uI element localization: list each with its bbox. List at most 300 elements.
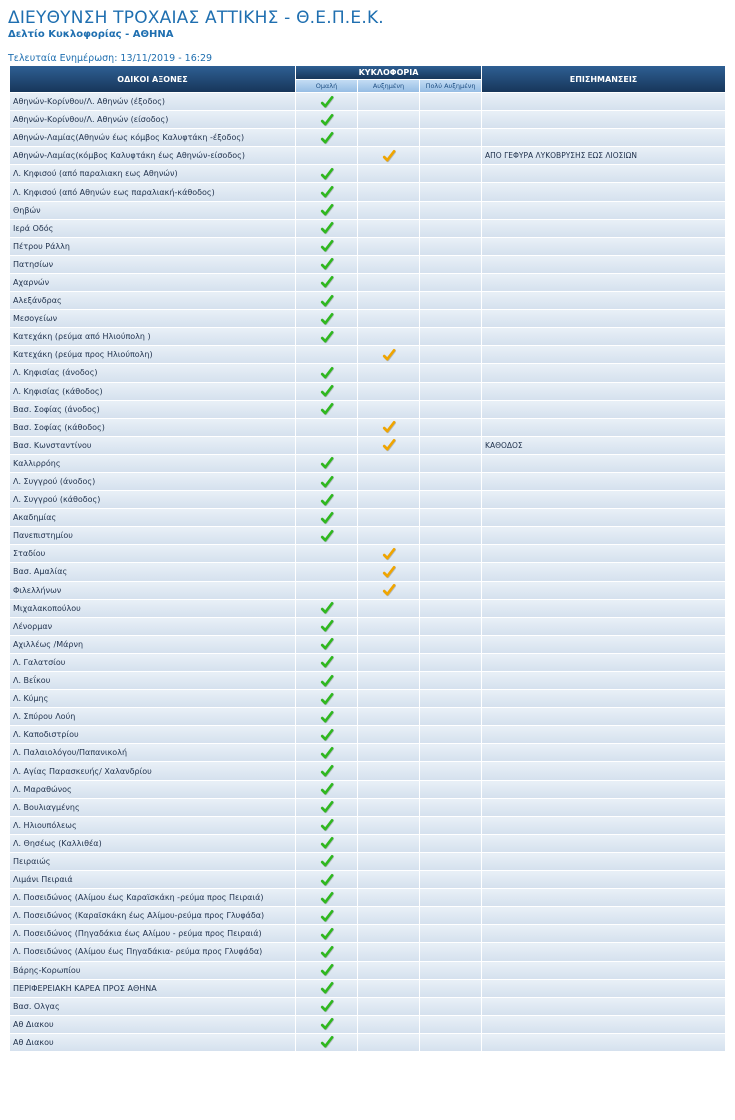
table-row — [10, 183, 725, 200]
road-note — [482, 364, 725, 381]
status-cell-very-increased — [420, 256, 481, 273]
road-name: Λ. Συγγρού (κάθοδος) — [10, 491, 295, 508]
table-row — [10, 654, 725, 671]
road-name: Φιλελλήνων — [10, 582, 295, 599]
road-note — [482, 165, 725, 182]
column-header-traffic: ΚΥΚΛΟΦΟΡΙΑ — [296, 66, 481, 79]
table-row — [10, 726, 725, 743]
road-name: Κατεχάκη (ρεύμα προς Ηλιούπολη) — [10, 346, 295, 363]
status-cell-normal — [296, 690, 357, 707]
green-check-icon — [320, 167, 334, 181]
status-cell-normal — [296, 401, 357, 418]
table-row — [10, 871, 725, 888]
status-cell-increased — [358, 545, 419, 562]
table-row — [10, 545, 725, 562]
road-name: Ακαδημίας — [10, 509, 295, 526]
status-cell-very-increased — [420, 799, 481, 816]
road-name: Αχιλλέως /Μάρνη — [10, 636, 295, 653]
green-check-icon — [320, 818, 334, 832]
status-cell-very-increased — [420, 220, 481, 237]
status-cell-very-increased — [420, 889, 481, 906]
road-name: Βασ. Αμαλίας — [10, 563, 295, 580]
road-name: Λ. Κηφισίας (άνοδος) — [10, 364, 295, 381]
status-cell-normal — [296, 582, 357, 599]
status-cell-normal — [296, 274, 357, 291]
status-cell-very-increased — [420, 582, 481, 599]
status-cell-very-increased — [420, 962, 481, 979]
status-cell-normal — [296, 871, 357, 888]
table-row — [10, 310, 725, 327]
status-cell-normal — [296, 437, 357, 454]
status-cell-normal — [296, 292, 357, 309]
road-name: Λ. Θησέως (Καλλιθέα) — [10, 835, 295, 852]
status-cell-increased — [358, 346, 419, 363]
status-cell-increased — [358, 111, 419, 128]
road-name: Λ. Ποσειδώνος (Πηγαδάκια έως Αλίμου - ρεύμα προς Πειραιά) — [10, 925, 295, 942]
table-row — [10, 491, 725, 508]
table-row — [10, 853, 725, 870]
green-check-icon — [320, 655, 334, 669]
road-name: Λ. Συγγρού (άνοδος) — [10, 473, 295, 490]
status-cell-increased — [358, 925, 419, 942]
status-cell-increased — [358, 455, 419, 472]
road-note — [482, 527, 725, 544]
status-cell-very-increased — [420, 545, 481, 562]
road-note — [482, 129, 725, 146]
status-cell-normal — [296, 672, 357, 689]
road-name: Λ. Παλαιολόγου/Παπανικολή — [10, 744, 295, 761]
status-cell-increased — [358, 1034, 419, 1051]
green-check-icon — [320, 366, 334, 380]
road-name: Μιχαλακοπούλου — [10, 600, 295, 617]
status-cell-normal — [296, 364, 357, 381]
table-row — [10, 980, 725, 997]
green-check-icon — [320, 601, 334, 615]
road-note — [482, 383, 725, 400]
status-cell-very-increased — [420, 835, 481, 852]
status-cell-increased — [358, 708, 419, 725]
road-note — [482, 563, 725, 580]
road-name: Αλεξάνδρας — [10, 292, 295, 309]
road-note: ΚΑΘΟΔΟΣ — [482, 437, 725, 454]
status-cell-normal — [296, 256, 357, 273]
status-cell-very-increased — [420, 781, 481, 798]
status-cell-very-increased — [420, 907, 481, 924]
status-cell-very-increased — [420, 925, 481, 942]
table-row — [10, 600, 725, 617]
status-cell-very-increased — [420, 509, 481, 526]
road-name: Λ. Ποσειδώνος (Αλίμου έως Πηγαδάκια- ρεύμα προς Γλυφάδα) — [10, 943, 295, 960]
green-check-icon — [320, 113, 334, 127]
road-note — [482, 889, 725, 906]
status-cell-increased — [358, 328, 419, 345]
table-row — [10, 998, 725, 1015]
status-cell-increased — [358, 238, 419, 255]
road-name: Πανεπιστημίου — [10, 527, 295, 544]
road-note — [482, 799, 725, 816]
status-cell-normal — [296, 799, 357, 816]
status-cell-normal — [296, 853, 357, 870]
orange-check-icon — [382, 420, 396, 434]
status-cell-increased — [358, 509, 419, 526]
green-check-icon — [320, 529, 334, 543]
road-name: Αθηνών-Κορίνθου/Λ. Αθηνών (έξοδος) — [10, 93, 295, 110]
status-cell-normal — [296, 835, 357, 852]
road-note — [482, 726, 725, 743]
green-check-icon — [320, 674, 334, 688]
table-row — [10, 618, 725, 635]
status-cell-normal — [296, 419, 357, 436]
status-cell-increased — [358, 527, 419, 544]
road-note — [482, 545, 725, 562]
road-name: Αθ Διακου — [10, 1034, 295, 1051]
status-cell-very-increased — [420, 111, 481, 128]
status-cell-very-increased — [420, 563, 481, 580]
table-row — [10, 925, 725, 942]
orange-check-icon — [382, 149, 396, 163]
status-cell-very-increased — [420, 1034, 481, 1051]
green-check-icon — [320, 692, 334, 706]
status-cell-increased — [358, 618, 419, 635]
road-name: Λ. Βεΐκου — [10, 672, 295, 689]
status-cell-increased — [358, 582, 419, 599]
status-cell-very-increased — [420, 310, 481, 327]
green-check-icon — [320, 945, 334, 959]
status-cell-very-increased — [420, 473, 481, 490]
road-name: Λ. Κηφισίας (κάθοδος) — [10, 383, 295, 400]
table-row — [10, 111, 725, 128]
status-cell-increased — [358, 636, 419, 653]
road-note — [482, 328, 725, 345]
road-note — [482, 962, 725, 979]
green-check-icon — [320, 854, 334, 868]
table-row — [10, 907, 725, 924]
road-name: Λ. Κηφισού (από παραλιακη εως Αθηνών) — [10, 165, 295, 182]
status-cell-very-increased — [420, 943, 481, 960]
status-cell-increased — [358, 998, 419, 1015]
status-cell-very-increased — [420, 636, 481, 653]
status-cell-very-increased — [420, 346, 481, 363]
green-check-icon — [320, 981, 334, 995]
road-name: Λ. Μαραθώνος — [10, 781, 295, 798]
table-row — [10, 473, 725, 490]
status-cell-very-increased — [420, 600, 481, 617]
green-check-icon — [320, 239, 334, 253]
road-name: Βάρης-Κορωπίου — [10, 962, 295, 979]
status-cell-very-increased — [420, 726, 481, 743]
status-cell-normal — [296, 383, 357, 400]
status-cell-increased — [358, 744, 419, 761]
table-row — [10, 238, 725, 255]
column-header-roads: ΟΔΙΚΟΙ ΑΞΟΝΕΣ — [10, 66, 295, 92]
status-cell-normal — [296, 654, 357, 671]
status-cell-increased — [358, 274, 419, 291]
green-check-icon — [320, 475, 334, 489]
page-title: ΔΙΕΥΘΥΝΣΗ ΤΡΟΧΑΙΑΣ ΑΤΤΙΚΗΣ - Θ.Ε.Π.Ε.Κ. — [8, 8, 384, 28]
road-note — [482, 636, 725, 653]
status-cell-normal — [296, 455, 357, 472]
road-note — [482, 183, 725, 200]
table-row — [10, 527, 725, 544]
green-check-icon — [320, 384, 334, 398]
status-cell-very-increased — [420, 165, 481, 182]
status-cell-increased — [358, 871, 419, 888]
status-cell-very-increased — [420, 744, 481, 761]
table-row — [10, 672, 725, 689]
road-note — [482, 491, 725, 508]
status-cell-increased — [358, 600, 419, 617]
table-row — [10, 220, 725, 237]
road-note — [482, 401, 725, 418]
road-name: Λ. Γαλατσίου — [10, 654, 295, 671]
status-cell-normal — [296, 817, 357, 834]
table-row — [10, 147, 725, 164]
status-cell-very-increased — [420, 690, 481, 707]
status-cell-increased — [358, 563, 419, 580]
green-check-icon — [320, 963, 334, 977]
green-check-icon — [320, 1035, 334, 1049]
road-note — [482, 202, 725, 219]
green-check-icon — [320, 782, 334, 796]
status-cell-increased — [358, 129, 419, 146]
road-name: Βασ. Ολγας — [10, 998, 295, 1015]
table-row — [10, 202, 725, 219]
status-cell-increased — [358, 907, 419, 924]
status-cell-very-increased — [420, 292, 481, 309]
table-row — [10, 889, 725, 906]
status-cell-very-increased — [420, 618, 481, 635]
green-check-icon — [320, 294, 334, 308]
road-note — [482, 274, 725, 291]
road-note — [482, 817, 725, 834]
table-row — [10, 817, 725, 834]
road-note — [482, 310, 725, 327]
status-cell-normal — [296, 527, 357, 544]
status-cell-very-increased — [420, 147, 481, 164]
road-note: ΑΠΟ ΓΕΦΥΡΑ ΛΥΚΟΒΡΥΣΗΣ ΕΩΣ ΛΙΟΣΙΩΝ — [482, 147, 725, 164]
road-note — [482, 998, 725, 1015]
status-cell-very-increased — [420, 980, 481, 997]
orange-check-icon — [382, 583, 396, 597]
road-name: Λ. Ηλιουπόλεως — [10, 817, 295, 834]
status-cell-normal — [296, 998, 357, 1015]
green-check-icon — [320, 836, 334, 850]
status-cell-very-increased — [420, 328, 481, 345]
status-cell-increased — [358, 256, 419, 273]
status-cell-very-increased — [420, 383, 481, 400]
road-note — [482, 600, 725, 617]
road-name: Σταδίου — [10, 545, 295, 562]
table-row — [10, 943, 725, 960]
road-note — [482, 744, 725, 761]
green-check-icon — [320, 619, 334, 633]
road-note — [482, 582, 725, 599]
status-cell-normal — [296, 111, 357, 128]
column-header-very-increased: Πολύ Αυξημένη — [420, 80, 481, 92]
status-cell-increased — [358, 962, 419, 979]
status-cell-very-increased — [420, 129, 481, 146]
road-note — [482, 835, 725, 852]
green-check-icon — [320, 95, 334, 109]
table-row — [10, 455, 725, 472]
status-cell-very-increased — [420, 202, 481, 219]
road-note — [482, 618, 725, 635]
status-cell-normal — [296, 545, 357, 562]
table-row — [10, 1016, 725, 1033]
status-cell-increased — [358, 183, 419, 200]
status-cell-very-increased — [420, 1016, 481, 1033]
status-cell-increased — [358, 491, 419, 508]
road-note — [482, 672, 725, 689]
orange-check-icon — [382, 438, 396, 452]
status-cell-normal — [296, 1034, 357, 1051]
road-name: Πειραιώς — [10, 853, 295, 870]
status-cell-normal — [296, 726, 357, 743]
table-row — [10, 364, 725, 381]
status-cell-very-increased — [420, 455, 481, 472]
status-cell-increased — [358, 672, 419, 689]
status-cell-normal — [296, 328, 357, 345]
road-name: Βασ. Σοφίας (κάθοδος) — [10, 419, 295, 436]
road-note — [482, 220, 725, 237]
traffic-rows — [10, 93, 725, 1051]
green-check-icon — [320, 909, 334, 923]
status-cell-normal — [296, 310, 357, 327]
status-cell-very-increased — [420, 401, 481, 418]
column-header-increased: Αυξημένη — [358, 80, 419, 92]
status-cell-increased — [358, 781, 419, 798]
road-name: Βασ. Σοφίας (άνοδος) — [10, 401, 295, 418]
green-check-icon — [320, 493, 334, 507]
status-cell-normal — [296, 744, 357, 761]
green-check-icon — [320, 891, 334, 905]
status-cell-normal — [296, 183, 357, 200]
table-row — [10, 383, 725, 400]
road-note — [482, 238, 725, 255]
status-cell-increased — [358, 799, 419, 816]
road-name: Λ. Καποδιστρίου — [10, 726, 295, 743]
status-cell-increased — [358, 437, 419, 454]
green-check-icon — [320, 275, 334, 289]
table-row — [10, 419, 725, 436]
table-row — [10, 799, 725, 816]
status-cell-normal — [296, 907, 357, 924]
road-note — [482, 654, 725, 671]
road-note — [482, 708, 725, 725]
green-check-icon — [320, 637, 334, 651]
table-row — [10, 708, 725, 725]
orange-check-icon — [382, 547, 396, 561]
green-check-icon — [320, 764, 334, 778]
table-row — [10, 582, 725, 599]
status-cell-increased — [358, 401, 419, 418]
last-update-label: Τελευταία Ενημέρωση: 13/11/2019 - 16:29 — [8, 53, 213, 64]
table-row — [10, 1034, 725, 1051]
road-note — [482, 509, 725, 526]
status-cell-very-increased — [420, 437, 481, 454]
table-row — [10, 762, 725, 779]
status-cell-increased — [358, 473, 419, 490]
status-cell-normal — [296, 473, 357, 490]
status-cell-normal — [296, 509, 357, 526]
green-check-icon — [320, 456, 334, 470]
table-row — [10, 292, 725, 309]
road-name: Αθηνών-Λαμίας(Αθηνών έως κόμβος Καλυφτάκη -έξοδος) — [10, 129, 295, 146]
status-cell-normal — [296, 708, 357, 725]
status-cell-very-increased — [420, 998, 481, 1015]
status-cell-increased — [358, 147, 419, 164]
green-check-icon — [320, 511, 334, 525]
status-cell-normal — [296, 962, 357, 979]
road-note — [482, 943, 725, 960]
road-note — [482, 455, 725, 472]
green-check-icon — [320, 131, 334, 145]
road-note — [482, 690, 725, 707]
road-name: Λ. Κηφισού (από Αθηνών εως παραλιακή-κάθοδος) — [10, 183, 295, 200]
green-check-icon — [320, 927, 334, 941]
status-cell-very-increased — [420, 93, 481, 110]
table-row — [10, 509, 725, 526]
column-header-notes: ΕΠΙΣΗΜΑΝΣΕΙΣ — [482, 66, 725, 92]
status-cell-increased — [358, 943, 419, 960]
green-check-icon — [320, 257, 334, 271]
page-subtitle: Δελτίο Κυκλοφορίας - ΑΘΗΝΑ — [8, 29, 174, 40]
table-row — [10, 328, 725, 345]
status-cell-normal — [296, 238, 357, 255]
status-cell-increased — [358, 93, 419, 110]
road-name: Πατησίων — [10, 256, 295, 273]
status-cell-normal — [296, 980, 357, 997]
table-row — [10, 744, 725, 761]
status-cell-very-increased — [420, 183, 481, 200]
table-row — [10, 690, 725, 707]
status-cell-increased — [358, 726, 419, 743]
status-cell-increased — [358, 310, 419, 327]
road-name: Λ. Βουλιαγμένης — [10, 799, 295, 816]
table-row — [10, 274, 725, 291]
road-note — [482, 925, 725, 942]
orange-check-icon — [382, 565, 396, 579]
green-check-icon — [320, 203, 334, 217]
status-cell-normal — [296, 618, 357, 635]
road-name: Βασ. Κωνσταντίνου — [10, 437, 295, 454]
status-cell-increased — [358, 690, 419, 707]
road-note — [482, 853, 725, 870]
road-note — [482, 419, 725, 436]
status-cell-increased — [358, 220, 419, 237]
status-cell-very-increased — [420, 527, 481, 544]
status-cell-normal — [296, 563, 357, 580]
table-row — [10, 165, 725, 182]
status-cell-normal — [296, 147, 357, 164]
status-cell-normal — [296, 165, 357, 182]
table-row — [10, 781, 725, 798]
status-cell-very-increased — [420, 238, 481, 255]
table-row — [10, 346, 725, 363]
table-row — [10, 129, 725, 146]
road-note — [482, 762, 725, 779]
road-name: Λ. Σπύρου Λούη — [10, 708, 295, 725]
road-note — [482, 292, 725, 309]
green-check-icon — [320, 185, 334, 199]
table-row — [10, 636, 725, 653]
table-row — [10, 401, 725, 418]
green-check-icon — [320, 746, 334, 760]
status-cell-increased — [358, 889, 419, 906]
road-name: Αθηνών-Κορίνθου/Λ. Αθηνών (είσοδος) — [10, 111, 295, 128]
status-cell-very-increased — [420, 817, 481, 834]
green-check-icon — [320, 402, 334, 416]
